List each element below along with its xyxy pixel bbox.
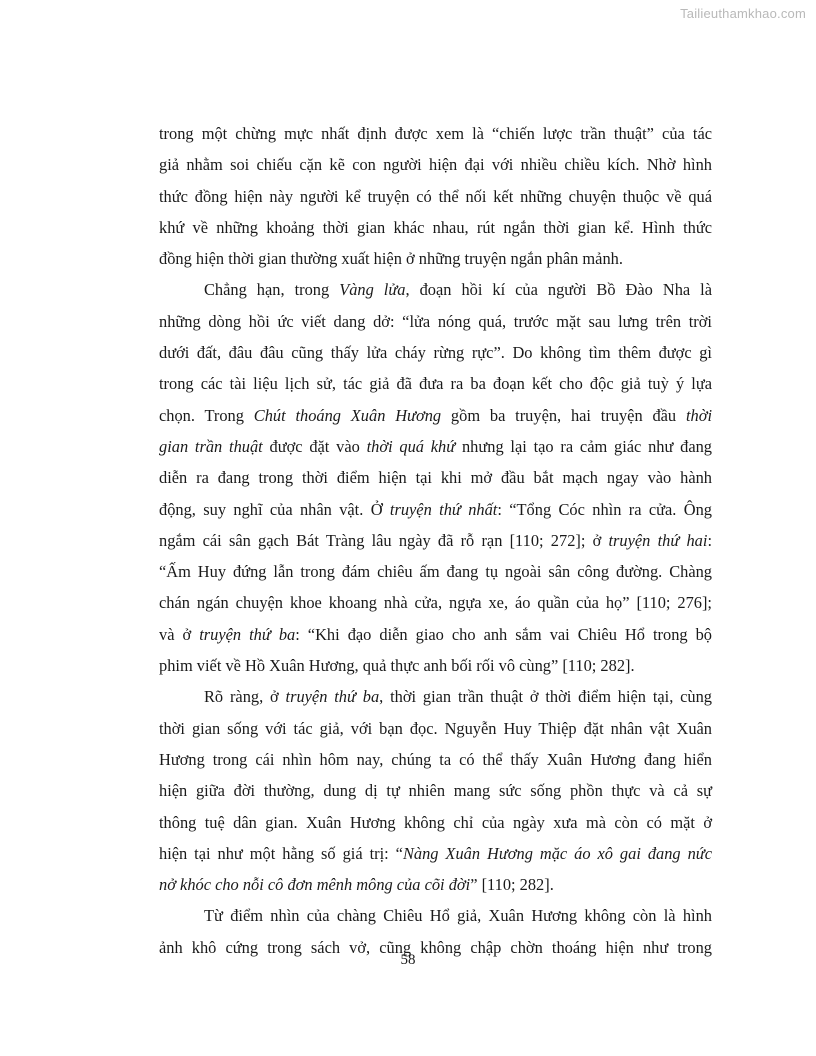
- text-line: [159, 556, 712, 587]
- text-span: hiện giữa đời thường, dung dị tự nhiên mang sức sống phồn thực và cả sự: [159, 781, 712, 801]
- text-span: thông tuệ dân gian. Xuân Hương không chỉ của ngày xưa mà còn có mặt ở: [159, 812, 712, 832]
- text-span: , thời gian trần thuật ở thời điểm hiện tại, cùng: [379, 687, 713, 707]
- text-span: ngắm cái sân gạch Bát Tràng lâu ngày đã rỗ rạn [110; 272]; ở: [159, 530, 609, 550]
- text-line: [159, 462, 712, 493]
- text-line: [159, 744, 712, 775]
- text-line: [159, 869, 712, 900]
- text-span: chán ngán chuyện khoe khoang nhà cửa, ngựa xe, áo quần của họ” [110; 276];: [159, 593, 712, 613]
- text-span: trong các tài liệu lịch sử, tác giả đã đưa ra ba đoạn kết cho độc giả tuỳ ý lựa: [159, 374, 712, 394]
- italic-text-span: Vàng lửa: [339, 280, 406, 300]
- text-line: [159, 681, 712, 712]
- text-line: [159, 587, 712, 618]
- text-span: đồng hiện thời gian thường xuất hiện ở những truyện ngắn phân mảnh.: [159, 249, 623, 269]
- text-span: hiện tại như một hằng số giá trị: “: [159, 843, 403, 863]
- text-line: [159, 274, 712, 305]
- text-line: [159, 494, 712, 525]
- text-line: [159, 650, 712, 681]
- document-body: [159, 118, 712, 963]
- italic-text-span: nở khóc cho nỗi cô đơn mênh mông của cõi đời: [159, 875, 471, 895]
- text-span: động, suy nghĩ của nhân vật. Ở: [159, 499, 390, 519]
- text-span: Hương trong cái nhìn hôm nay, chúng ta có thể thấy Xuân Hương đang hiển: [159, 749, 712, 769]
- text-span: chọn. Trong: [159, 405, 254, 425]
- text-line: [159, 400, 712, 431]
- text-line: [159, 525, 712, 556]
- italic-text-span: Chút thoáng Xuân Hương: [253, 405, 442, 425]
- text-span: nhưng lại tạo ra cảm giác như đang: [455, 436, 712, 456]
- text-span: Từ điểm nhìn của chàng Chiêu Hổ giả, Xuân Hương không còn là hình: [204, 906, 712, 926]
- text-span: thời gian sống với tác giả, với bạn đọc. Nguyễn Huy Thiệp đặt nhân vật Xuân: [159, 718, 712, 738]
- text-span: Rõ ràng, ở: [204, 687, 286, 707]
- text-line: [159, 212, 712, 243]
- text-line: [159, 807, 712, 838]
- text-span: ” [110; 282].: [470, 875, 554, 895]
- text-span: , đoạn hồi kí của người Bồ Đào Nha là: [405, 280, 713, 300]
- text-line: [159, 368, 712, 399]
- text-line: [159, 838, 712, 869]
- text-span: dưới đất, đâu đâu cũng thấy lửa cháy rừng rực”. Do không tìm thêm được gì: [159, 343, 712, 363]
- text-line: [159, 337, 712, 368]
- text-span: giả nhằm soi chiếu cặn kẽ con người hiện đại với nhiều chiều kích. Nhờ hình: [159, 155, 712, 175]
- text-span: “Ấm Huy đứng lẫn trong đám chiêu ấm đang tụ ngoài sân công đường. Chàng: [159, 562, 712, 582]
- italic-text-span: truyện thứ hai: [608, 530, 708, 550]
- text-line: [159, 619, 712, 650]
- italic-text-span: truyện thứ ba: [199, 624, 296, 644]
- text-span: :: [707, 530, 712, 550]
- text-span: : “Khi đạo diễn giao cho anh sắm vai Chiêu Hổ trong bộ: [295, 624, 712, 644]
- italic-text-span: truyện thứ ba: [285, 687, 380, 707]
- text-line: [159, 149, 712, 180]
- text-span: và ở: [159, 624, 200, 644]
- page-number: 58: [400, 952, 416, 968]
- text-line: [159, 900, 712, 931]
- text-line: [159, 306, 712, 337]
- text-span: khứ về những khoảng thời gian khác nhau, rút ngắn thời gian kể. Hình thức: [159, 217, 712, 237]
- italic-text-span: Nàng Xuân Hương mặc áo xô gai đang nức: [402, 843, 712, 863]
- text-span: Chẳng hạn, trong: [204, 280, 340, 300]
- text-line: [159, 775, 712, 806]
- watermark-text: Tailieuthamkhao.com: [680, 6, 806, 21]
- text-line: [159, 713, 712, 744]
- italic-text-span: truyện thứ nhất: [389, 499, 498, 519]
- text-span: trong một chừng mực nhất định được xem là “chiến lược trần thuật” của tác: [159, 124, 712, 143]
- text-span: phim viết về Hồ Xuân Hương, quả thực anh bối rối vô cùng” [110; 282].: [159, 656, 635, 676]
- text-span: thức đồng hiện này người kể truyện có thể nối kết những chuyện thuộc về quá: [159, 186, 712, 206]
- text-line: [159, 118, 712, 149]
- text-line: [159, 431, 712, 462]
- italic-text-span: thời: [685, 405, 713, 425]
- text-span: được đặt vào: [262, 436, 367, 456]
- text-span: gồm ba truyện, hai truyện đầu: [441, 405, 686, 425]
- italic-text-span: thời quá khứ: [366, 436, 456, 456]
- text-span: diễn ra đang trong thời điểm hiện tại khi mở đầu bắt mạch ngay vào hành: [159, 468, 712, 488]
- text-line: [159, 243, 712, 274]
- text-span: : “Tổng Cóc nhìn ra cửa. Ông: [497, 499, 712, 519]
- text-span: ảnh khô cứng trong sách vở, cũng không chập chờn thoáng hiện như trong: [159, 937, 712, 957]
- text-span: những dòng hồi ức viết dang dở: “lửa nóng quá, trước mặt sau lưng trên trời: [159, 311, 712, 331]
- italic-text-span: gian trần thuật: [159, 436, 263, 456]
- text-line: [159, 181, 712, 212]
